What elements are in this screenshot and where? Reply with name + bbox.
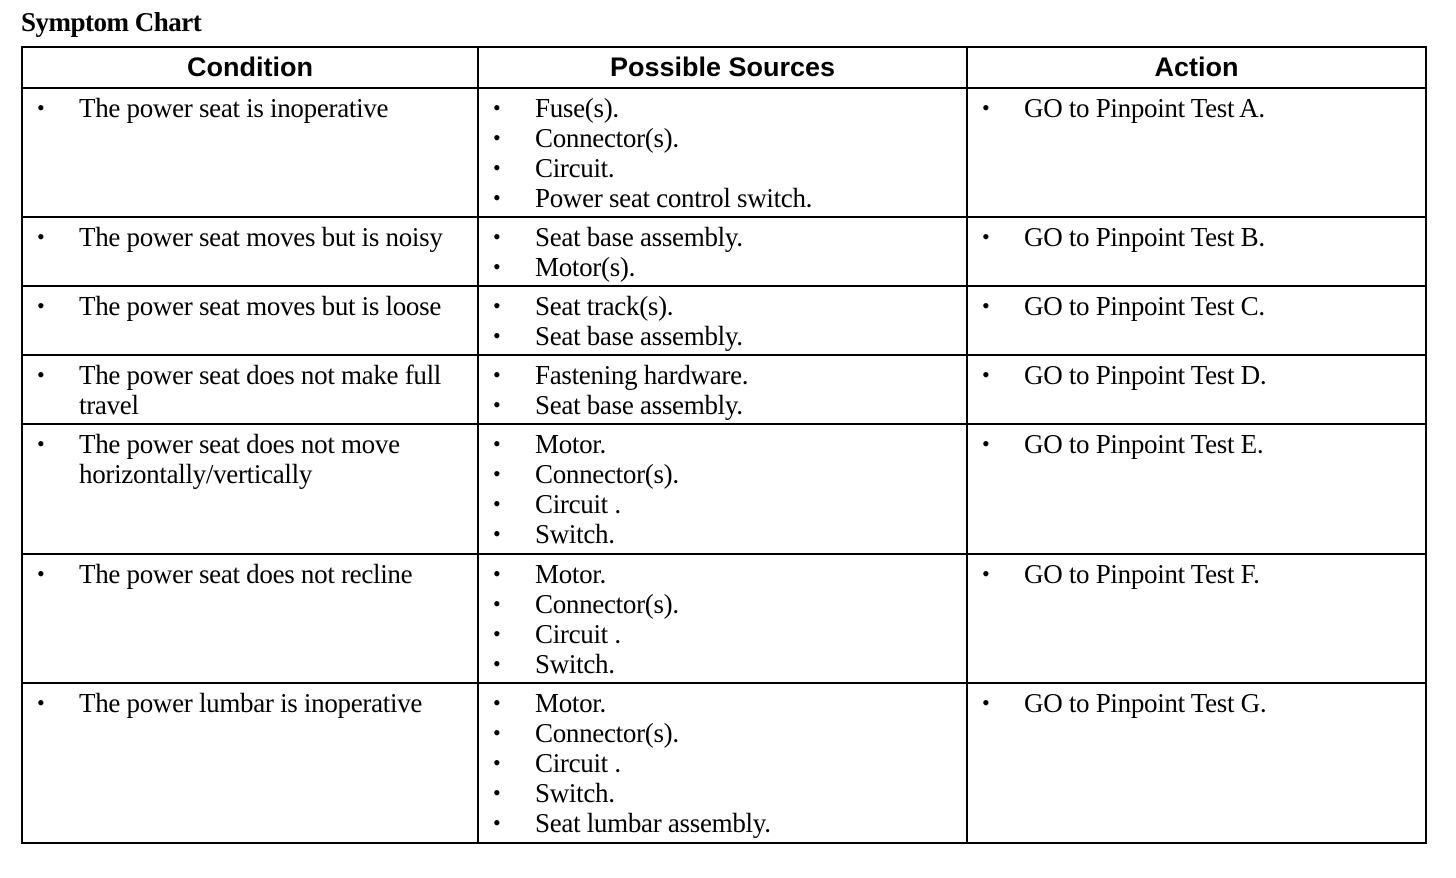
sources-list (479, 218, 966, 282)
column-header-action: Action (967, 47, 1426, 88)
bullet-icon: • (493, 780, 501, 805)
action-item (968, 688, 1425, 718)
source-item (479, 649, 966, 679)
source-item (479, 459, 966, 489)
bullet-icon: • (493, 690, 501, 715)
page-title: Symptom Chart (21, 7, 202, 37)
sources-list (479, 425, 966, 549)
bullet-icon: • (493, 621, 501, 646)
bullet-icon: • (982, 95, 990, 120)
source-item (479, 688, 966, 718)
source-item-text: Power seat control switch. (535, 183, 813, 213)
action-item (968, 222, 1425, 252)
table-row (22, 355, 1426, 424)
sources-cell (478, 554, 967, 683)
source-item (479, 252, 966, 282)
symptom-table (21, 46, 1427, 844)
condition-item-text: The power seat moves but is noisy (79, 222, 443, 252)
action-list (968, 356, 1425, 390)
condition-cell (22, 217, 478, 286)
action-cell (967, 424, 1426, 554)
source-item (479, 222, 966, 252)
table-row (22, 217, 1426, 286)
bullet-icon: • (982, 561, 990, 586)
bullet-icon: • (493, 591, 501, 616)
condition-item-text: The power seat does not recline (79, 559, 413, 589)
action-item-text: GO to Pinpoint Test G. (1024, 688, 1267, 718)
source-item-text: Fastening hardware. (535, 360, 749, 390)
sources-cell (478, 217, 967, 286)
action-item-text: GO to Pinpoint Test F. (1024, 559, 1260, 589)
action-item (968, 429, 1425, 459)
bullet-icon: • (37, 561, 45, 586)
bullet-icon: • (37, 293, 45, 318)
source-item (479, 321, 966, 351)
source-item (479, 183, 966, 213)
bullet-icon: • (982, 293, 990, 318)
bullet-icon: • (493, 323, 501, 348)
condition-list (23, 684, 477, 718)
column-header-sources: Possible Sources (478, 47, 967, 88)
bullet-icon: • (37, 224, 45, 249)
source-item (479, 748, 966, 778)
condition-item-text: The power lumbar is inoperative (79, 688, 423, 718)
bullet-icon: • (493, 392, 501, 417)
source-item-text: Motor(s). (535, 252, 636, 282)
source-item-text: Motor. (535, 429, 606, 459)
bullet-icon: • (493, 810, 501, 835)
action-item (968, 559, 1425, 589)
action-list (968, 218, 1425, 252)
condition-item-text: The power seat is inoperative (79, 93, 389, 123)
sources-list (479, 89, 966, 213)
source-item-text: Connector(s). (535, 123, 679, 153)
source-item-text: Connector(s). (535, 589, 679, 619)
sources-cell (478, 424, 967, 554)
source-item (479, 589, 966, 619)
column-header-condition: Condition (22, 47, 478, 88)
condition-item-text: The power seat does not move horizontally/vertically (79, 429, 400, 489)
source-item-text: Connector(s). (535, 718, 679, 748)
action-cell (967, 286, 1426, 355)
bullet-icon: • (493, 651, 501, 676)
source-item-text: Motor. (535, 688, 606, 718)
bullet-icon: • (37, 362, 45, 387)
action-item-text: GO to Pinpoint Test B. (1024, 222, 1265, 252)
bullet-icon: • (493, 720, 501, 745)
action-item (968, 93, 1425, 123)
bullet-icon: • (982, 431, 990, 456)
condition-item (23, 291, 477, 321)
condition-list (23, 425, 477, 489)
source-item-text: Seat track(s). (535, 291, 674, 321)
condition-cell (22, 554, 478, 683)
action-item (968, 291, 1425, 321)
action-cell (967, 217, 1426, 286)
bullet-icon: • (37, 95, 45, 120)
bullet-icon: • (493, 224, 501, 249)
source-item-text: Seat base assembly. (535, 321, 743, 351)
source-item (479, 778, 966, 808)
source-item-text: Seat base assembly. (535, 390, 743, 420)
condition-item (23, 222, 477, 252)
source-item-text: Circuit. (535, 153, 615, 183)
condition-list (23, 89, 477, 123)
source-item (479, 123, 966, 153)
condition-list (23, 218, 477, 252)
action-item (968, 360, 1425, 390)
condition-cell (22, 683, 478, 843)
condition-list (23, 356, 477, 420)
action-item-text: GO to Pinpoint Test E. (1024, 429, 1264, 459)
source-item (479, 360, 966, 390)
source-item (479, 93, 966, 123)
source-item (479, 519, 966, 549)
condition-item (23, 360, 477, 420)
sources-cell (478, 286, 967, 355)
bullet-icon: • (493, 185, 501, 210)
action-list (968, 684, 1425, 718)
bullet-icon: • (37, 690, 45, 715)
table-body (22, 88, 1426, 843)
condition-cell (22, 355, 478, 424)
bullet-icon: • (982, 224, 990, 249)
source-item (479, 390, 966, 420)
action-item-text: GO to Pinpoint Test D. (1024, 360, 1267, 390)
bullet-icon: • (493, 431, 501, 456)
condition-item (23, 429, 477, 489)
condition-item (23, 688, 477, 718)
source-item (479, 429, 966, 459)
bullet-icon: • (493, 521, 501, 546)
action-cell (967, 554, 1426, 683)
bullet-icon: • (493, 125, 501, 150)
bullet-icon: • (493, 561, 501, 586)
bullet-icon: • (493, 293, 501, 318)
action-cell (967, 88, 1426, 217)
source-item (479, 489, 966, 519)
source-item-text: Circuit . (535, 619, 621, 649)
condition-cell (22, 88, 478, 217)
source-item (479, 291, 966, 321)
sources-cell (478, 683, 967, 843)
source-item (479, 718, 966, 748)
table-header-row (22, 47, 1426, 88)
condition-item (23, 559, 477, 589)
action-cell (967, 683, 1426, 843)
action-item-text: GO to Pinpoint Test C. (1024, 291, 1265, 321)
action-list (968, 425, 1425, 459)
condition-cell (22, 424, 478, 554)
table-row (22, 88, 1426, 217)
sources-list (479, 684, 966, 838)
action-list (968, 89, 1425, 123)
condition-list (23, 555, 477, 589)
condition-cell (22, 286, 478, 355)
source-item-text: Seat base assembly. (535, 222, 743, 252)
source-item-text: Circuit . (535, 489, 621, 519)
source-item-text: Fuse(s). (535, 93, 619, 123)
table-row (22, 424, 1426, 554)
condition-item-text: The power seat does not make full travel (79, 360, 441, 420)
bullet-icon: • (37, 431, 45, 456)
action-item-text: GO to Pinpoint Test A. (1024, 93, 1265, 123)
action-cell (967, 355, 1426, 424)
bullet-icon: • (493, 254, 501, 279)
sources-list (479, 356, 966, 420)
source-item (479, 808, 966, 838)
bullet-icon: • (982, 362, 990, 387)
bullet-icon: • (493, 491, 501, 516)
bullet-icon: • (982, 690, 990, 715)
table-row (22, 683, 1426, 843)
condition-item-text: The power seat moves but is loose (79, 291, 442, 321)
action-list (968, 555, 1425, 589)
sources-cell (478, 88, 967, 217)
condition-item (23, 93, 477, 123)
bullet-icon: • (493, 750, 501, 775)
sources-list (479, 287, 966, 351)
source-item-text: Motor. (535, 559, 606, 589)
source-item-text: Seat lumbar assembly. (535, 808, 771, 838)
source-item-text: Switch. (535, 778, 615, 808)
condition-list (23, 287, 477, 321)
bullet-icon: • (493, 362, 501, 387)
bullet-icon: • (493, 155, 501, 180)
source-item-text: Connector(s). (535, 459, 679, 489)
action-list (968, 287, 1425, 321)
source-item-text: Switch. (535, 519, 615, 549)
source-item (479, 153, 966, 183)
source-item-text: Circuit . (535, 748, 621, 778)
source-item-text: Switch. (535, 649, 615, 679)
source-item (479, 619, 966, 649)
source-item (479, 559, 966, 589)
bullet-icon: • (493, 95, 501, 120)
bullet-icon: • (493, 461, 501, 486)
sources-cell (478, 355, 967, 424)
table-row (22, 554, 1426, 683)
sources-list (479, 555, 966, 679)
table-row (22, 286, 1426, 355)
